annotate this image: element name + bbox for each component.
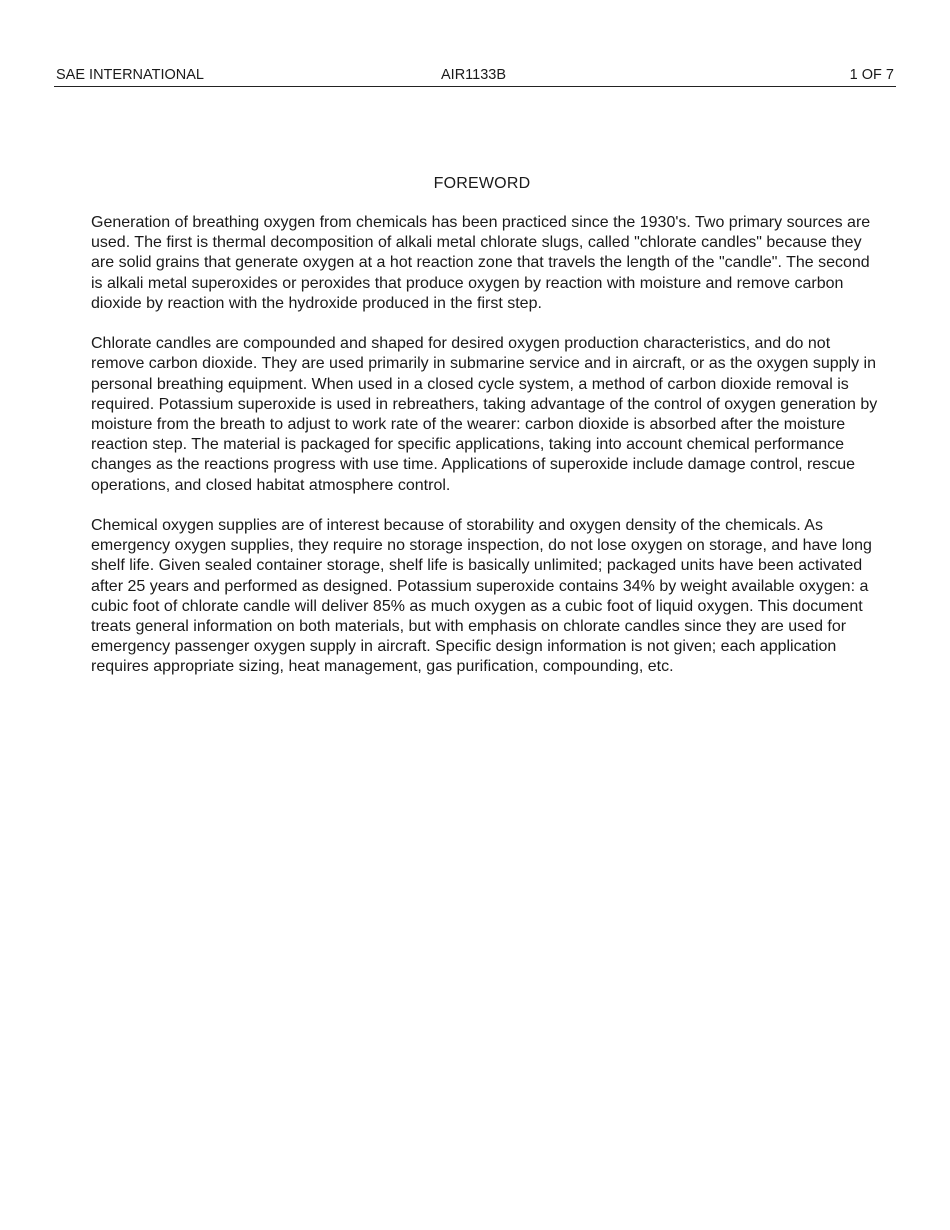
header-organization: SAE INTERNATIONAL (56, 67, 204, 83)
paragraph-2: Chlorate candles are compounded and shaped for desired oxygen production characteristics, and do not remove carbon dioxide. They are used primarily in submarine service and in aircraft, or as the oxygen supply in personal breathing equipment. When used in a closed cycle system, a method of carbon dioxide removal is required. Potassium superoxide is used in rebreathers, taking advantage of the control of oxygen generation by moisture from the breath to adjust to work rate of the wearer: carbon dioxide is absorbed after the moisture reaction step. The material is packaged for specific applications, taking into account chemical performance changes as the reactions progress with use time. Applications of superoxide include damage control, rescue operations, and closed habitat atmosphere control. (91, 335, 878, 494)
document-body (91, 213, 881, 698)
paragraph-3: Chemical oxygen supplies are of interest because of storability and oxygen density of the chemicals. As emergency oxygen supplies, they require no storage inspection, do not lose oxygen on storage, and have long shelf life. Given sealed container storage, shelf life is basically unlimited; packaged units have been activated after 25 years and performed as designed. Potassium superoxide contains 34% by weight available oxygen: a cubic foot of chlorate candle will deliver 85% as much oxygen as a cubic foot of liquid oxygen. This document treats general information on both materials, but with emphasis on chlorate candles since they are used for emergency passenger oxygen supply in aircraft. Specific design information is not given; each application requires appropriate sizing, heat management, gas purification, compounding, etc. (91, 517, 872, 676)
paragraph-1: Generation of breathing oxygen from chemicals has been practiced since the 1930's. Two primary sources are used. The first is thermal decomposition of alkali metal chlorate slugs, called "chlorate candles" because they are solid grains that generate oxygen at a hot reaction zone that travels the length of the "candle". The second is alkali metal superoxides or peroxides that produce oxygen by reaction with moisture and remove carbon dioxide by reaction with the hydroxide produced in the first step. (91, 214, 871, 312)
section-title: FOREWORD (433, 175, 531, 192)
header-page-number: 1 OF 7 (849, 67, 894, 83)
header-document-number: AIR1133B (441, 67, 507, 83)
page-header (54, 66, 896, 87)
